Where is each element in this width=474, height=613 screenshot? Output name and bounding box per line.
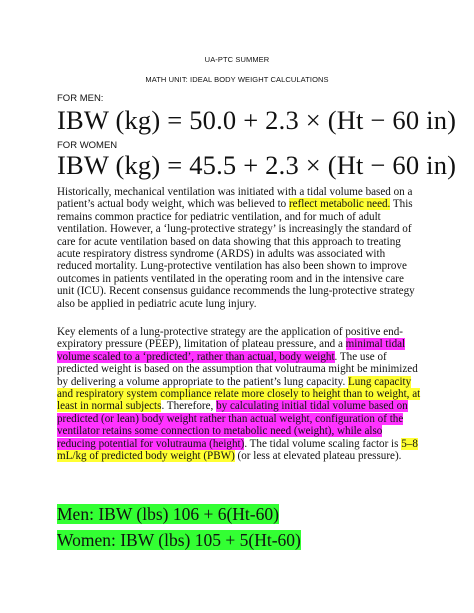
strategy-text-e: (or less at elevated plateau pressure). (234, 450, 402, 463)
highlight-lung-capacity: Lung capacity and respiratory system compliance relate more closely to height than to weight, at least in normal subjects (57, 375, 421, 413)
document-subtitle: MATH UNIT: IDEAL BODY WEIGHT CALCULATIONS (145, 75, 329, 84)
strategy-paragraph (57, 326, 421, 462)
men-lbs-formula-text: Men: IBW (lbs) 106 + 6(Ht-60) (57, 504, 279, 524)
history-text-a: Historically, mechanical ventilation was initiated with a tidal volume based on a patient’s actual body weight, which was believed to (57, 186, 413, 211)
highlight-minimal-tidal-volume: minimal tidal volume scaled to a ‘predicted’, rather than actual, body weight (57, 338, 406, 363)
women-label: FOR WOMEN (57, 140, 118, 151)
strategy-text-a: Key elements of a lung-protective strategy are the application of positive end-expiratory pressure (PEEP), limitation of plateau pressure, and a (57, 326, 403, 351)
document-title: UA-PTC SUMMER (204, 55, 270, 64)
women-lbs-formula-text: Women: IBW (lbs) 105 + 5(Ht-60) (57, 530, 301, 550)
strategy-text-d: . The tidal volume scaling factor is (244, 437, 402, 450)
strategy-text-b: . The use of predicted weight is based on the assumption that volutrauma might be minimized by delivering a volume appropriate to the patient’s lung capacity. (57, 350, 418, 388)
men-kg-formula: IBW (kg) = 50.0 + 2.3 × (Ht − 60 in) (57, 105, 457, 135)
strategy-text-c: . Therefore, (161, 400, 217, 413)
women-kg-formula: IBW (kg) = 45.5 + 2.3 × (Ht − 60 in) (57, 150, 457, 180)
history-text-b: This remains common practice for pediatric ventilation, and for much of adult ventilation. However, a ‘lung-protective strategy’ is increasingly the standard of care for acute ventilation based on data showing that this approach to treating acute respiratory distress syndrome (ARDS) in adults was associated with reduced mortality. Lung-protective ventilation has also been shown to improve outcomes in patients ventilated in the operating room and in the intensive care unit (ICU). Recent consensus guidance recommends the lung-protective strategy also be applied in pediatric acute lung injury. (57, 198, 415, 310)
highlight-scaling-factor: 5–8 mL/kg of predicted body weight (PBW) (57, 437, 418, 463)
highlight-metabolic-need: reflect metabolic need. (288, 198, 391, 211)
men-lbs-formula (57, 504, 279, 524)
history-paragraph (57, 186, 421, 310)
highlight-initial-tidal-volume: by calculating initial tidal volume based on predicted (or lean) body weight rather than actual weight, configuration of the ventilator retains some connection to metabolic need (weight), while also reducing potential for volutrauma (height) (57, 400, 408, 450)
women-lbs-formula (57, 530, 301, 550)
men-label: FOR MEN: (57, 93, 104, 104)
